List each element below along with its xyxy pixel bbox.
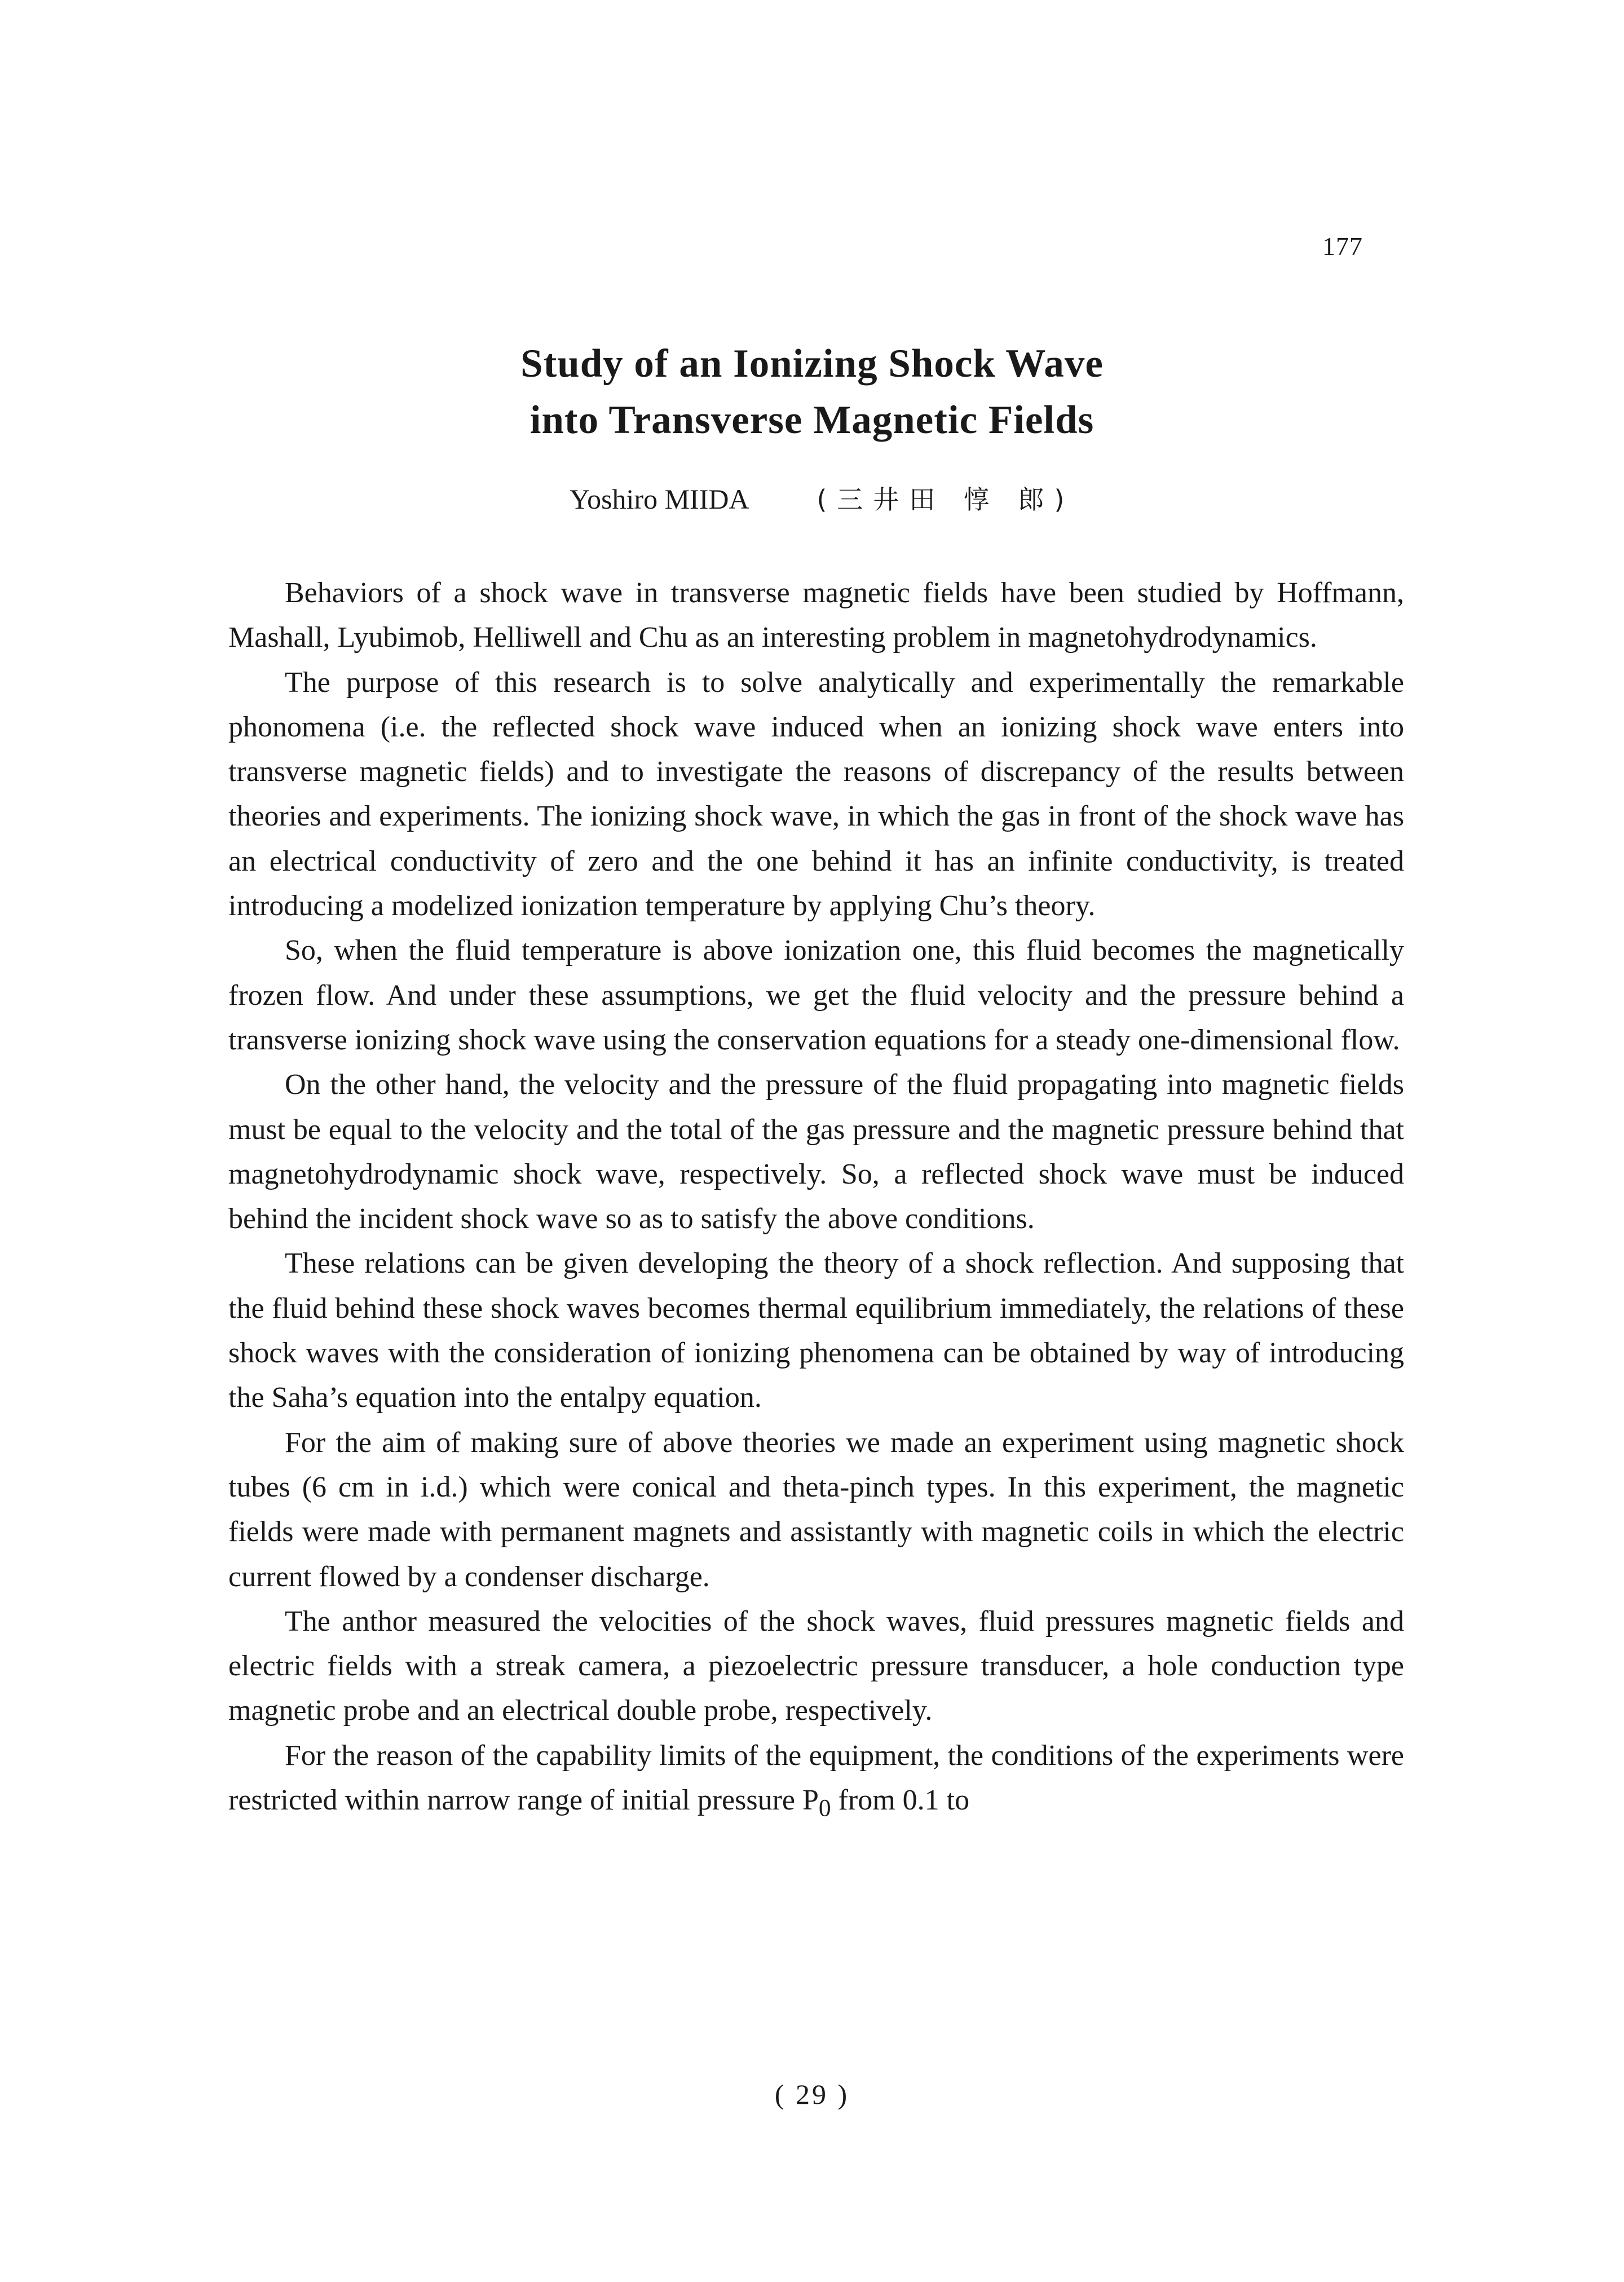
page-number: 177 [1322, 232, 1363, 261]
paragraph-3: So, when the fluid temperature is above ionization one, this fluid becomes the magnetically frozen flow. And under these assumptions, we get the fluid velocity and the pressure behind a transverse ionizing shock wave using the conservation equations for a steady one-dimensional flow. [228, 934, 1404, 1056]
pressure-subscript: 0 [818, 1794, 831, 1822]
paragraph-6: For the aim of making sure of above theories we made an experiment using magnetic shock tubes (6 cm in i.d.) which were conical and theta-pinch types. In this experiment, the magnetic fields were made with permanent magnets and assistantly with magnetic coils in which the electric current flowed by a condenser discharge. [228, 1426, 1404, 1593]
title-line-1: Study of an Ionizing Shock Wave [520, 342, 1104, 386]
paper-title [0, 336, 1624, 448]
author-name: Yoshiro MIIDA [570, 483, 748, 515]
paragraph-4: On the other hand, the velocity and the pressure of the fluid propagating into magnetic fields must be equal to the velocity and the total of the gas pressure and the magnetic pressure behind that magnetohydrodynamic shock wave, respectively. So, a reflected shock wave must be induced behind the incident shock wave so as to satisfy the above conditions. [228, 1069, 1404, 1235]
paragraph-2: The purpose of this research is to solve analytically and experimentally the remarkable phonomena (i.e. the reflected shock wave induced when an ionizing shock wave enters into transverse magnetic fields) and to investigate the reasons of discrepancy of the results between theories and experiments. The ionizing shock wave, in which the gas in front of the shock wave has an electrical conductivity of zero and the one behind it has an infinite conductivity, is treated introducing a modelized ionization temperature by applying Chu’s theory. [228, 666, 1404, 922]
title-line-2: into Transverse Magnetic Fields [529, 398, 1095, 442]
paragraph-5: These relations can be given developing the theory of a shock reflection. And supposing that the fluid behind these shock waves becomes thermal equilibrium immediately, the relations of these shock waves with the consideration of ionizing phenomena can be obtained by way of introducing the Saha’s equation into the entalpy equation. [228, 1247, 1404, 1414]
paragraph-1: Behaviors of a shock wave in transverse magnetic fields have been studied by Hoffmann, Mashall, Lyubimob, Helliwell and Chu as an interesting problem in magnetohydrodynamics. [228, 577, 1404, 654]
paragraph-8-text-a: For the reason of the capability limits of the equipment, the conditions of the experiments were restricted within narrow range of initial pressure P [228, 1739, 1404, 1817]
footer-page-label: ( 29 ) [774, 2078, 850, 2110]
paragraph-7: The anthor measured the velocities of the shock waves, fluid pressures magnetic fields and electric fields with a streak camera, a piezoelectric pressure transducer, a hole conduction type magnetic probe and an electrical double probe, respectively. [228, 1605, 1404, 1727]
author-name-japanese: (三井田 惇 郎) [817, 484, 1075, 515]
paragraph-8 [228, 1733, 1404, 1831]
paragraph-8-text-b: from 0.1 to [831, 1784, 970, 1817]
author-line [570, 479, 1074, 517]
abstract-body [228, 571, 1404, 1831]
